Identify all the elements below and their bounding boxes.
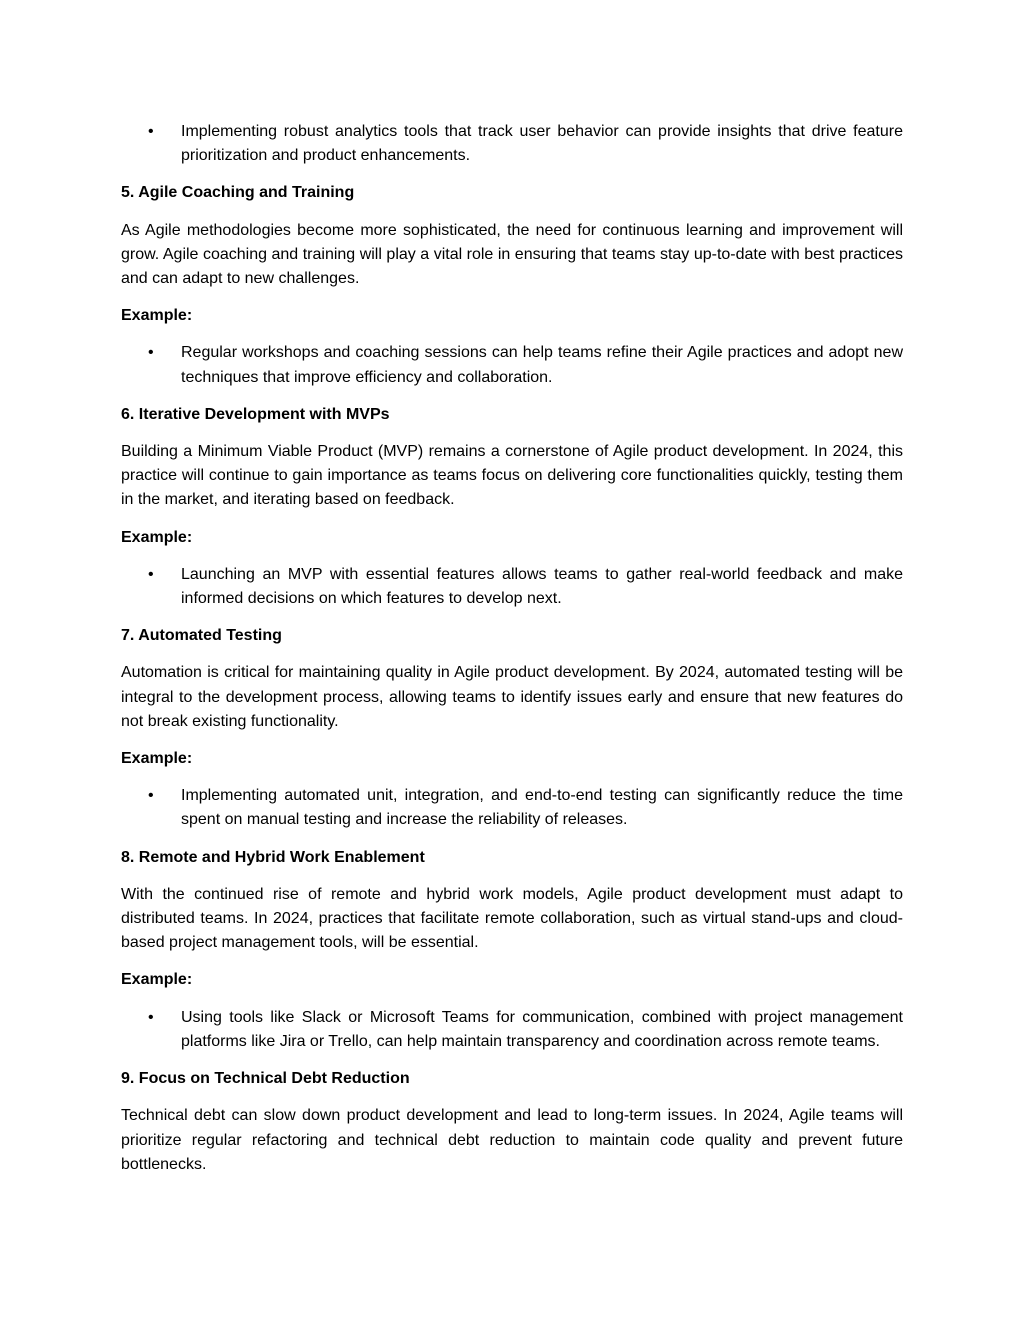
section-heading: 8. Remote and Hybrid Work Enablement [121, 848, 425, 866]
example-label: Example: [121, 307, 193, 325]
bullet-icon: • [148, 1008, 154, 1026]
list-item [121, 341, 903, 389]
bullet-icon: • [148, 565, 154, 583]
example-label: Example: [121, 528, 193, 546]
list-item [121, 120, 903, 168]
document-body [121, 120, 903, 1190]
bullet-text: Implementing automated unit, integration, and end-to-end testing can significantly reduce the time spent on manual testing and increase the reliability of releases. [181, 787, 903, 829]
bullet-icon: • [148, 123, 154, 140]
section-heading: 7. Automated Testing [121, 627, 282, 645]
example-label: Example: [121, 971, 193, 989]
bullet-icon: • [148, 787, 154, 805]
bullet-text: Regular workshops and coaching sessions can help teams refine their Agile practices and adopt new techniques that improve efficiency and collaboration. [181, 344, 903, 386]
bullet-text: Implementing robust analytics tools that track user behavior can provide insights that drive feature prioritization and product enhancements. [181, 123, 903, 165]
bullet-list [121, 1006, 903, 1054]
bullet-list [121, 120, 903, 168]
list-item [121, 1006, 903, 1054]
example-label: Example: [121, 750, 193, 768]
section-heading: 5. Agile Coaching and Training [121, 184, 355, 202]
bullet-text: Launching an MVP with essential features allows teams to gather real-world feedback and make informed decisions on which features to develop next. [181, 565, 903, 608]
section-paragraph: Automation is critical for maintaining quality in Agile product development. By 2024, automated testing will be integral to the development process, allowing teams to identify issues early and ensure that new features do not break existing functionality. [121, 664, 903, 730]
bullet-list [121, 563, 903, 611]
bullet-icon: • [148, 344, 154, 362]
section-paragraph: Building a Minimum Viable Product (MVP) remains a cornerstone of Agile product development. In 2024, this practice will continue to gain importance as teams focus on delivering core functionalities quickly, testing them in the market, and iterating based on feedback. [121, 443, 903, 509]
bullet-list [121, 784, 903, 832]
section-paragraph: As Agile methodologies become more sophisticated, the need for continuous learning and improvement will grow. Agile coaching and training will play a vital role in ensuring that teams stay up-to-date with best practices and can adapt to new challenges. [121, 221, 903, 288]
bullet-text: Using tools like Slack or Microsoft Teams for communication, combined with project management platforms like Jira or Trello, can help maintain transparency and coordination across remote teams. [181, 1008, 903, 1050]
section-paragraph: With the continued rise of remote and hybrid work models, Agile product development must adapt to distributed teams. In 2024, practices that facilitate remote collaboration, such as virtual stand-ups and cloud-based project management tools, will be essential. [121, 885, 903, 952]
bullet-list [121, 341, 903, 389]
section-paragraph: Technical debt can slow down product development and lead to long-term issues. In 2024, Agile teams will prioritize regular refactoring and technical debt reduction to maintain code quality and prevent future bottlenecks. [121, 1107, 903, 1173]
section-heading: 6. Iterative Development with MVPs [121, 405, 390, 423]
list-item [121, 784, 903, 832]
section-heading: 9. Focus on Technical Debt Reduction [121, 1070, 410, 1088]
list-item [121, 563, 903, 611]
